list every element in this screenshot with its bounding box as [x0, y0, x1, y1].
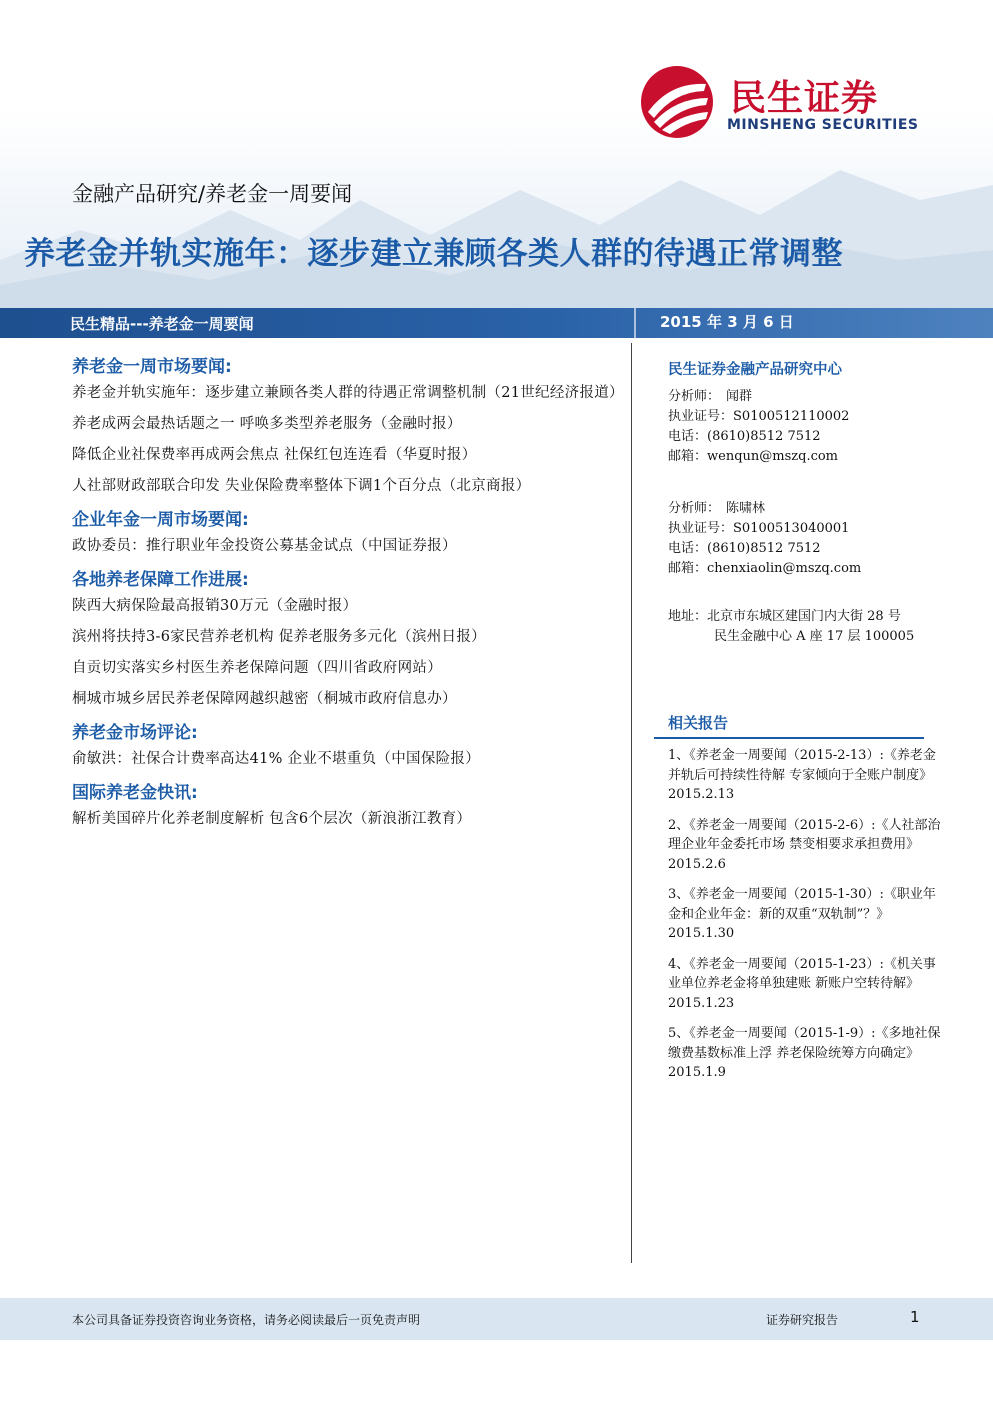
analyst-block: [668, 499, 948, 579]
address-block: [668, 607, 948, 647]
related-report-item[interactable]: 2、《养老金一周要闻（2015-2-6）:《人社部治理企业年金委托市场 禁变相要求承担费用》2015.2.6: [668, 817, 941, 872]
cert-number: S0100512110002: [733, 409, 850, 424]
news-item[interactable]: 养老金并轨实施年：逐步建立兼顾各类人群的待遇正常调整机制（21世纪经济报道）: [72, 385, 624, 401]
series-name: 民生精品---养老金一周要闻: [70, 315, 254, 333]
footer-report-type: 证券研究报告: [766, 1313, 839, 1327]
research-center-name: 民生证券金融产品研究中心: [668, 362, 842, 378]
related-report-item[interactable]: 3、《养老金一周要闻（2015-1-30）:《职业年金和企业年金：新的双重“双轨制”？》2015.1.30: [668, 887, 936, 941]
section-heading: 养老金一周市场要闻:: [72, 357, 232, 377]
news-item[interactable]: 桐城市城乡居民养老保障网越织越密（桐城市政府信息办）: [72, 691, 457, 707]
address-line-1: 北京市东城区建国门内大街 28 号: [707, 609, 901, 624]
analyst-name: 陈啸林: [726, 501, 766, 516]
analyst-label: 分析师：: [668, 501, 721, 516]
section-heading: 企业年金一周市场要闻:: [72, 510, 249, 530]
related-reports-heading: 相关报告: [668, 714, 729, 732]
address-label: 地址：: [668, 609, 708, 624]
news-item[interactable]: 人社部财政部联合印发 失业保险费率整体下调1个百分点（北京商报）: [72, 478, 531, 494]
email-label: 邮箱：: [668, 561, 708, 576]
address-line-2: 民生金融中心 A 座 17 层 100005: [714, 629, 915, 644]
related-reports-list: [668, 746, 943, 1094]
email-link[interactable]: chenxiaolin@mszq.com: [707, 561, 862, 576]
page-title: 养老金并轨实施年：逐步建立兼顾各类人群的待遇正常调整: [24, 236, 843, 272]
band-divider: [634, 308, 636, 338]
news-item[interactable]: 自贡切实落实乡村医生养老保障问题（四川省政府网站）: [72, 660, 442, 676]
cert-label: 执业证号：: [668, 409, 734, 424]
section-heading: 养老金市场评论:: [72, 723, 198, 743]
phone-label: 电话：: [668, 429, 708, 444]
analyst-block: [668, 387, 948, 467]
news-column: [72, 352, 624, 838]
news-item[interactable]: 解析美国碎片化养老制度解析 包含6个层次（新浪浙江教育）: [72, 811, 472, 827]
analyst-panel: [668, 358, 948, 647]
related-report-item[interactable]: 1、《养老金一周要闻（2015-2-13）:《养老金并轨后可持续性待解 专家倾向于全账户制度》2015.2.13: [668, 748, 936, 802]
cert-number: S0100513040001: [733, 521, 850, 536]
cert-label: 执业证号：: [668, 521, 734, 536]
news-item[interactable]: 降低企业社保费率再成两会焦点 社保红包连连看（华夏时报）: [72, 447, 477, 463]
section-heading: 国际养老金快讯:: [72, 783, 198, 803]
analyst-name: 闻群: [726, 389, 753, 404]
footer-disclaimer: 本公司具备证券投资咨询业务资格，请务必阅读最后一页免责声明: [72, 1313, 421, 1327]
column-divider: [631, 343, 632, 1263]
related-report-item[interactable]: 4、《养老金一周要闻（2015-1-23）:《机关事业单位养老金将单独建账 新账户空转待解》2015.1.23: [668, 956, 936, 1011]
news-item[interactable]: 养老成两会最热话题之一 呼唤多类型养老服务（金融时报）: [72, 416, 462, 432]
logo-chinese-name: 民生证券: [730, 78, 879, 119]
news-item[interactable]: 滨州将扶持3-6家民营养老机构 促养老服务多元化（滨州日报）: [72, 629, 486, 645]
logo-english-name: MINSHENG SECURITIES: [727, 117, 919, 133]
news-item[interactable]: 陕西大病保险最高报销30万元（金融时报）: [72, 598, 358, 614]
report-date: 2015 年 3 月 6 日: [660, 313, 794, 331]
page-number: 1: [910, 1308, 920, 1326]
related-reports-rule: [654, 737, 924, 739]
related-report-item[interactable]: 5、《养老金一周要闻（2015-1-9）:《多地社保缴费基数标准上浮 养老保险统筹方向确定》2015.1.9: [668, 1026, 941, 1080]
news-item[interactable]: 俞敏洪：社保合计费率高达41% 企业不堪重负（中国保险报）: [72, 751, 481, 767]
email-link[interactable]: wenqun@mszq.com: [707, 449, 839, 464]
phone-number: (8610)8512 7512: [707, 541, 821, 556]
analyst-label: 分析师：: [668, 389, 721, 404]
section-heading: 各地养老保障工作进展:: [72, 570, 249, 590]
phone-number: (8610)8512 7512: [707, 429, 821, 444]
report-category: 金融产品研究/养老金一周要闻: [72, 182, 353, 206]
news-item[interactable]: 政协委员：推行职业年金投资公募基金试点（中国证券报）: [72, 538, 457, 554]
phone-label: 电话：: [668, 541, 708, 556]
email-label: 邮箱：: [668, 449, 708, 464]
